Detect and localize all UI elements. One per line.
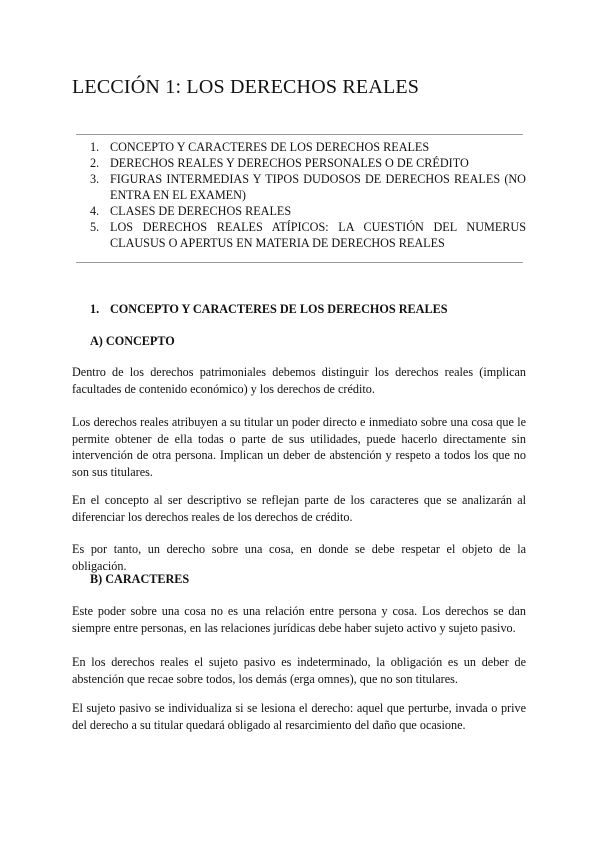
toc-item-number: 3. [90, 172, 100, 186]
toc-item-number: 4. [90, 204, 100, 218]
paragraph: En el concepto al ser descriptivo se reflejan parte de los caracteres que se analizarán al diferenciar los derechos reales de los derechos de crédito. [72, 493, 526, 524]
paragraph: El sujeto pasivo se individualiza si se lesiona el derecho: aquel que perturbe, invada o prive del derecho a su titular quedará obligado al resarcimiento del daño que ocasione. [72, 701, 526, 732]
toc-item-text: DERECHOS REALES Y DERECHOS PERSONALES O DE CRÉDITO [110, 156, 469, 170]
toc-item [90, 171, 526, 203]
page-title: LECCIÓN 1: LOS DERECHOS REALES [72, 76, 420, 98]
section-number: 1. [90, 302, 100, 316]
toc-item [90, 155, 526, 171]
toc-item [90, 139, 526, 155]
paragraph: Este poder sobre una cosa no es una relación entre persona y cosa. Los derechos se dan siempre entre personas, en las relaciones jurídicas debe haber sujeto activo y sujeto pasivo. [72, 604, 526, 635]
bottom-divider [76, 262, 523, 263]
toc-item [90, 219, 526, 251]
toc-item [90, 203, 526, 219]
toc-item-number: 2. [90, 156, 100, 170]
toc-item-text: LOS DERECHOS REALES ATÍPICOS: LA CUESTIÓN DEL NUMERUS CLAUSUS O APERTUS EN MATERIA DE DERECHOS REALES [110, 220, 526, 250]
paragraph: Los derechos reales atribuyen a su titular un poder directo e inmediato sobre una cosa que le permite obtener de ella todas o parte de sus utilidades, puede hacerlo directamente sin intervención de otra persona. Implican un deber de abstención y respeto a todos los que no son sus titulares. [72, 415, 526, 479]
paragraph: En los derechos reales el sujeto pasivo es indeterminado, la obligación es un deber de abstención que recae sobre todos, los demás (erga omnes), que no son titulares. [72, 655, 526, 686]
toc-item-text: FIGURAS INTERMEDIAS Y TIPOS DUDOSOS DE DERECHOS REALES (NO ENTRA EN EL EXAMEN) [110, 172, 526, 202]
toc-item-text: CONCEPTO Y CARACTERES DE LOS DERECHOS REALES [110, 140, 430, 154]
section-heading [90, 302, 447, 317]
top-divider [76, 134, 523, 135]
toc-item-number: 1. [90, 140, 100, 154]
paragraph: Es por tanto, un derecho sobre una cosa, en donde se debe respetar el objeto de la obligación. [72, 542, 526, 573]
paragraph: Dentro de los derechos patrimoniales debemos distinguir los derechos reales (implican facultades de contenido económico) y los derechos de crédito. [72, 365, 526, 396]
toc-item-text: CLASES DE DERECHOS REALES [110, 204, 292, 218]
subsection-heading-caracteres: B) CARACTERES [90, 572, 190, 586]
section-title: CONCEPTO Y CARACTERES DE LOS DERECHOS REALES [110, 302, 448, 316]
toc-item-number: 5. [90, 220, 100, 234]
subsection-heading-concepto: A) CONCEPTO [90, 334, 175, 348]
table-of-contents [90, 139, 526, 251]
